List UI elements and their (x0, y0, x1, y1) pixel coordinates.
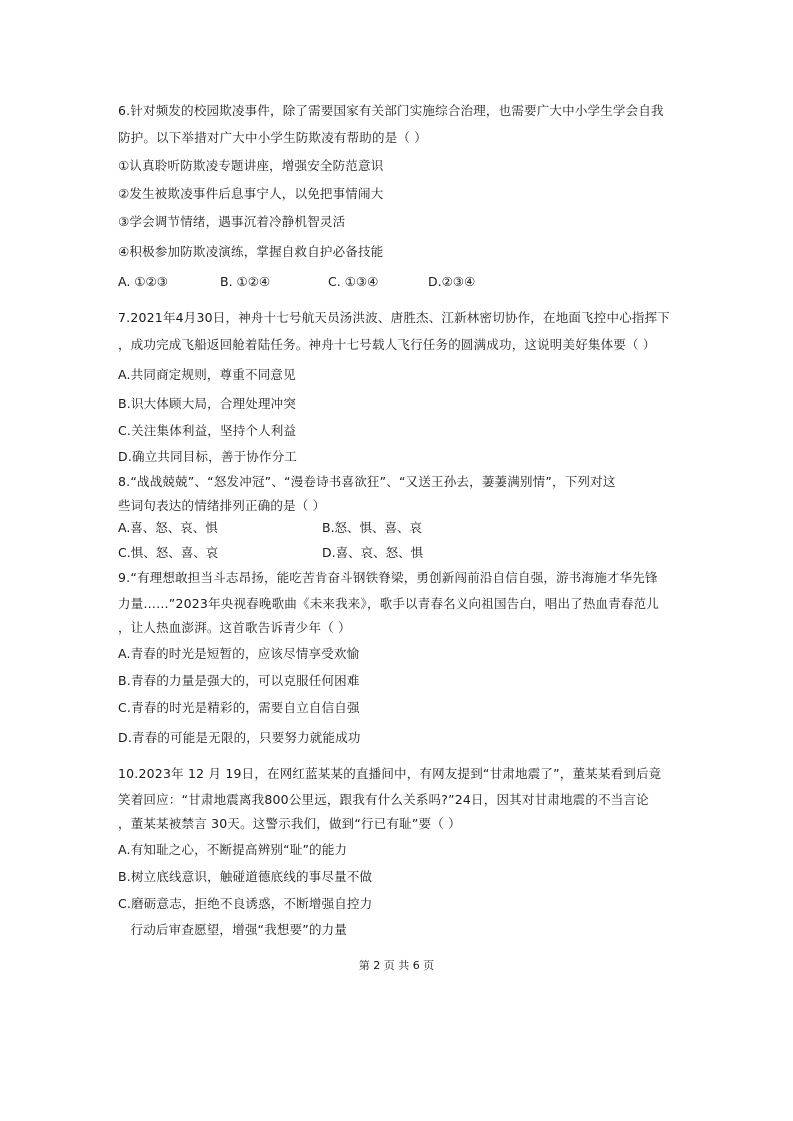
q6-stem-line2: 防护。以下举措对广大中小学生防欺凌有帮助的是（ ） (118, 130, 427, 145)
q10-stem-line3: ，董某某被禁言 30天。这警示我们，做到“行已有耻”要（ ） (118, 816, 461, 831)
q9-option-c: C.青春的时光是精彩的，需要自立自信自强 (118, 700, 360, 715)
q8-option-b: B.怒、惧、喜、哀 (322, 520, 423, 535)
q9-stem-line1: 9.“有理想敢担当斗志昂扬，能吃苦肯奋斗钢铁脊梁，勇创新闯前沿自信自强，游书海施才华先锋 (118, 570, 658, 585)
q6-option-c: C. ①③④ (328, 274, 379, 289)
q10-stem-line2: 笑着回应：“甘肃地震离我800公里远，跟我有什么关系吗?”24日，因其对甘肃地震的不当言论 (118, 792, 649, 807)
q6-statement-1: ①认真聆听防欺凌专题讲座，增强安全防范意识 (118, 158, 384, 173)
q9-stem-line3: ，让人热血澎湃。这首歌告诉青少年（ ） (118, 620, 351, 635)
page-footer: 第 2 页 共 6 页 (358, 959, 435, 972)
q10-stem-line1: 10.2023年 12 月 19日，在网红蓝某某的直播间中，有网友提到“甘肃地震了”，董某某看到后竟 (118, 766, 662, 781)
q6-stem-line1: 6.针对频发的校园欺凌事件，除了需要国家有关部门实施综合治理，也需要广大中小学生学会自我 (118, 103, 664, 118)
q6-statement-3: ③学会调节情绪，遇事沉着冷静机智灵活 (118, 214, 346, 229)
q6-option-a: A. ①②③ (118, 274, 168, 289)
q8-option-c: C.惧、怒、喜、哀 (118, 545, 219, 560)
q9-stem-line2: 力量……”2023年央视春晚歌曲《未来我来》，歌手以青春名义向祖国告白，唱出了热血青春范儿 (118, 596, 660, 611)
q10-option-a: A.有知耻之心，不断提高辨别“耻”的能力 (118, 842, 348, 857)
q10-option-b: B.树立底线意识，触碰道德底线的事尽量不做 (118, 869, 373, 884)
q9-option-d: D.青春的可能是无限的，只要努力就能成功 (118, 730, 361, 745)
q7-stem-line2: ，成功完成飞船返回舱着陆任务。神舟十七号载人飞行任务的圆满成功，这说明美好集体要（ ） (118, 337, 656, 352)
q10-option-d: 行动后审查愿望，增强“我想要”的力量 (118, 922, 348, 937)
q8-option-a: A.喜、怒、哀、惧 (118, 520, 218, 535)
q6-option-d: D.②③④ (428, 274, 476, 289)
q10-option-c: C.磨砺意志，拒绝不良诱惑，不断增强自控力 (118, 896, 373, 911)
q7-stem-line1: 7.2021年4月30日，神舟十七号航天员汤洪波、唐胜杰、江新林密切协作，在地面飞控中心指挥下 (118, 310, 670, 325)
q7-option-d: D.确立共同目标，善于协作分工 (118, 449, 298, 464)
q7-option-a: A.共同商定规则，尊重不同意见 (118, 367, 296, 382)
q6-option-b: B. ①②④ (220, 274, 271, 289)
q9-option-a: A.青春的时光是短暂的，应该尽情享受欢愉 (118, 646, 360, 661)
q7-option-b: B.识大体顾大局，合理处理冲突 (118, 396, 297, 411)
q7-option-c: C.关注集体利益，坚持个人利益 (118, 423, 297, 438)
q6-statement-2: ②发生被欺凌事件后息事宁人，以免把事情闹大 (118, 186, 384, 201)
q8-option-d: D.喜、哀、怒、惧 (322, 545, 424, 560)
q9-option-b: B.青春的力量是强大的，可以克服任何困难 (118, 673, 360, 688)
q6-statement-4: ④积极参加防欺凌演练，掌握自救自护必备技能 (118, 244, 384, 259)
q8-stem-line2: 些词句表达的情绪排列正确的是（ ） (118, 498, 326, 513)
q8-stem-line1: 8.“战战兢兢”、“怒发冲冠”、“漫卷诗书喜欲狂”、“又送王孙去，萋萋满别情”，下列对这 (118, 474, 616, 489)
